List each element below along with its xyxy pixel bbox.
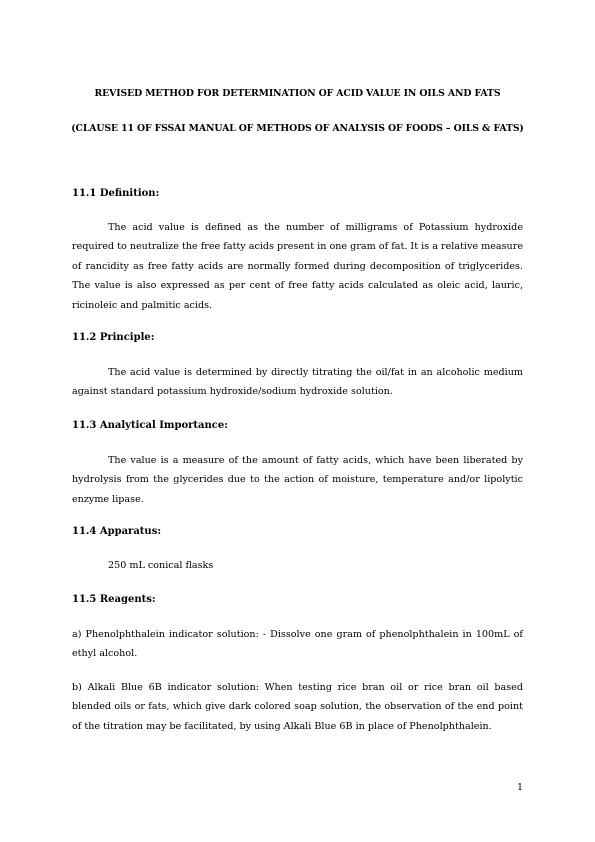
definition-paragraph: [72, 218, 523, 315]
principle-text: The acid value is determined by directly titrating the oil/fat in an alcoholic medium against standard potassium hydroxide/sodium hydroxide solution.: [72, 367, 523, 398]
page-number: 1: [517, 782, 524, 793]
principle-heading: 11.2 Principle:: [72, 332, 155, 343]
definition-heading: 11.1 Definition:: [72, 188, 160, 199]
reagent-a-text: a) Phenolphthalein indicator solution: - Dissolve one gram of phenolphthalein in 100mL of ethyl alcohol.: [72, 629, 523, 660]
reagents-heading: 11.5 Reagents:: [72, 594, 156, 605]
principle-paragraph: [72, 363, 523, 402]
definition-text: The acid value is defined as the number of milligrams of Potassium hydroxide required to neutralize the free fatty acids present in one gram of fat. It is a relative measure of rancidity as free fatty acids are normally formed during decomposition of triglycerides. The value is also expressed as per cent of free fatty acids calculated as oleic acid, lauric, ricinoleic and palmitic acids.: [72, 222, 523, 311]
importance-paragraph: [72, 451, 523, 509]
importance-heading: 11.3 Analytical Importance:: [72, 420, 228, 431]
importance-text: The value is a measure of the amount of fatty acids, which have been liberated by hydrolysis from the glycerides due to the action of moisture, temperature and/or lipolytic enzyme lipase.: [72, 455, 523, 505]
document-title: REVISED METHOD FOR DETERMINATION OF ACID VALUE IN OILS AND FATS: [94, 88, 501, 99]
reagent-b-text: b) Alkali Blue 6B indicator solution: When testing rice bran oil or rice bran oil based blended oils or fats, which give dark colored soap solution, the observation of the end point of the titration may be facilitated, by using Alkali Blue 6B in place of Phenolphthalein.: [72, 682, 523, 732]
apparatus-item: 250 mL conical flasks: [108, 560, 214, 571]
apparatus-heading: 11.4 Apparatus:: [72, 526, 162, 537]
document-subtitle: (CLAUSE 11 OF FSSAI MANUAL OF METHODS OF ANALYSIS OF FOODS – OILS & FATS): [71, 123, 524, 134]
